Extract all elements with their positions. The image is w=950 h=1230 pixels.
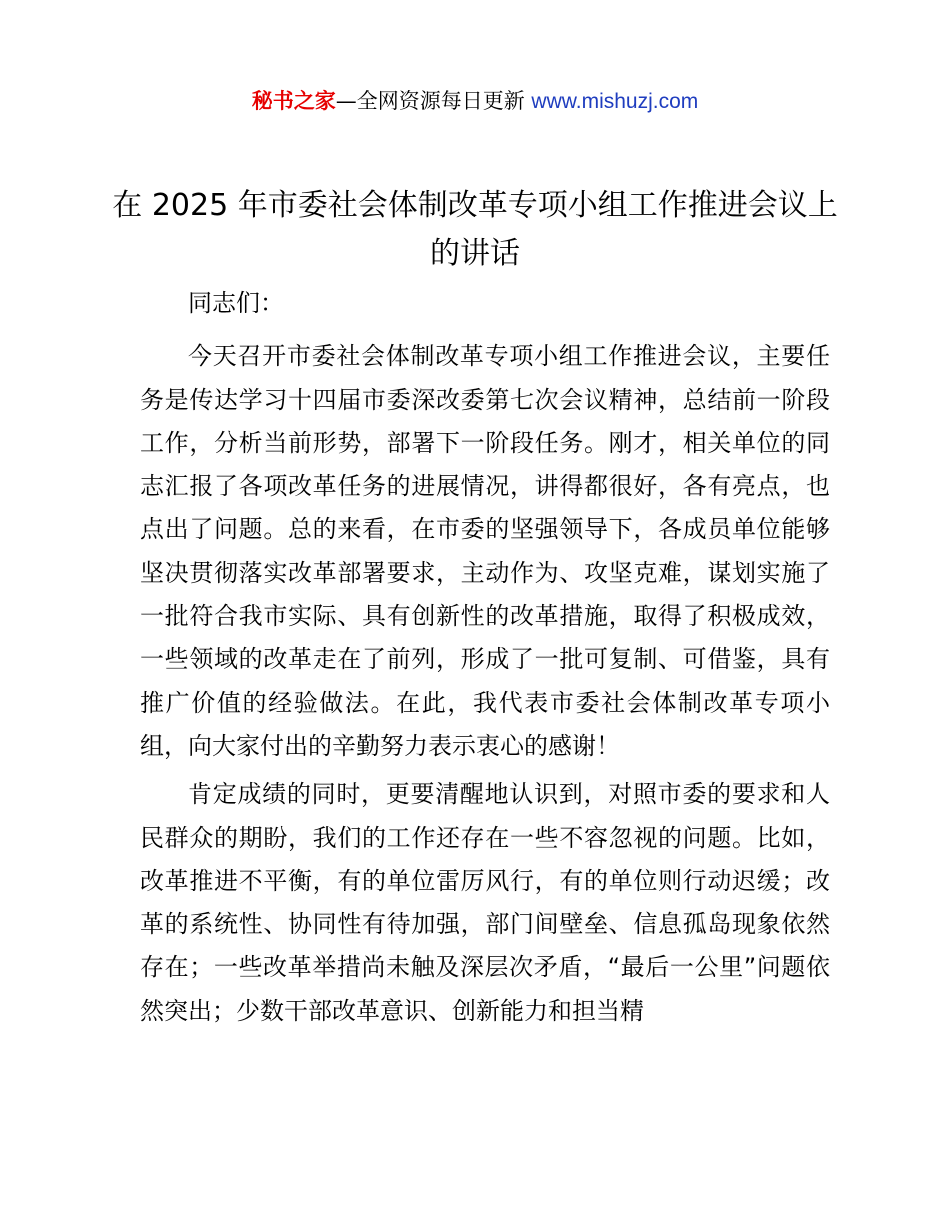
document-body bbox=[140, 282, 830, 1038]
paragraph-1: 今天召开市委社会体制改革专项小组工作推进会议，主要任务是传达学习十四届市委深改委第七次会议精神，总结前一阶段工作，分析当前形势，部署下一阶段任务。刚才，相关单位的同志汇报了各项改革任务的进展情况，讲得都很好，各有亮点，也点出了问题。总的来看，在市委的坚强领导下，各成员单位能够坚决贯彻落实改革部署要求，主动作为、攻坚克难，谋划实施了一批符合我市实际、具有创新性的改革措施，取得了积极成效，一些领域的改革走在了前列，形成了一批可复制、可借鉴，具有推广价值的经验做法。在此，我代表市委社会体制改革专项小组，向大家付出的辛勤努力表示衷心的感谢！ bbox=[140, 342, 830, 760]
site-slogan: —全网资源每日更新 bbox=[335, 89, 525, 113]
site-brand: 秘书之家 bbox=[251, 89, 336, 113]
site-url-link[interactable]: www.mishuzj.com bbox=[531, 90, 699, 113]
paragraph-2: 肯定成绩的同时，更要清醒地认识到，对照市委的要求和人民群众的期盼，我们的工作还存在一些不容忽视的问题。比如，改革推进不平衡，有的单位雷厉风行，有的单位则行动迟缓；改革的系统性、协同性有待加强，部门间壁垒、信息孤岛现象依然存在；一些改革举措尚未触及深层次矛盾，“最后一公里”问题依然突出；少数干部改革意识、创新能力和担当精 bbox=[140, 780, 830, 1025]
document-title: 在 2025 年市委社会体制改革专项小组工作推进会议上的讲话 bbox=[112, 188, 838, 271]
salutation: 同志们： bbox=[188, 289, 284, 317]
site-header bbox=[0, 86, 950, 117]
